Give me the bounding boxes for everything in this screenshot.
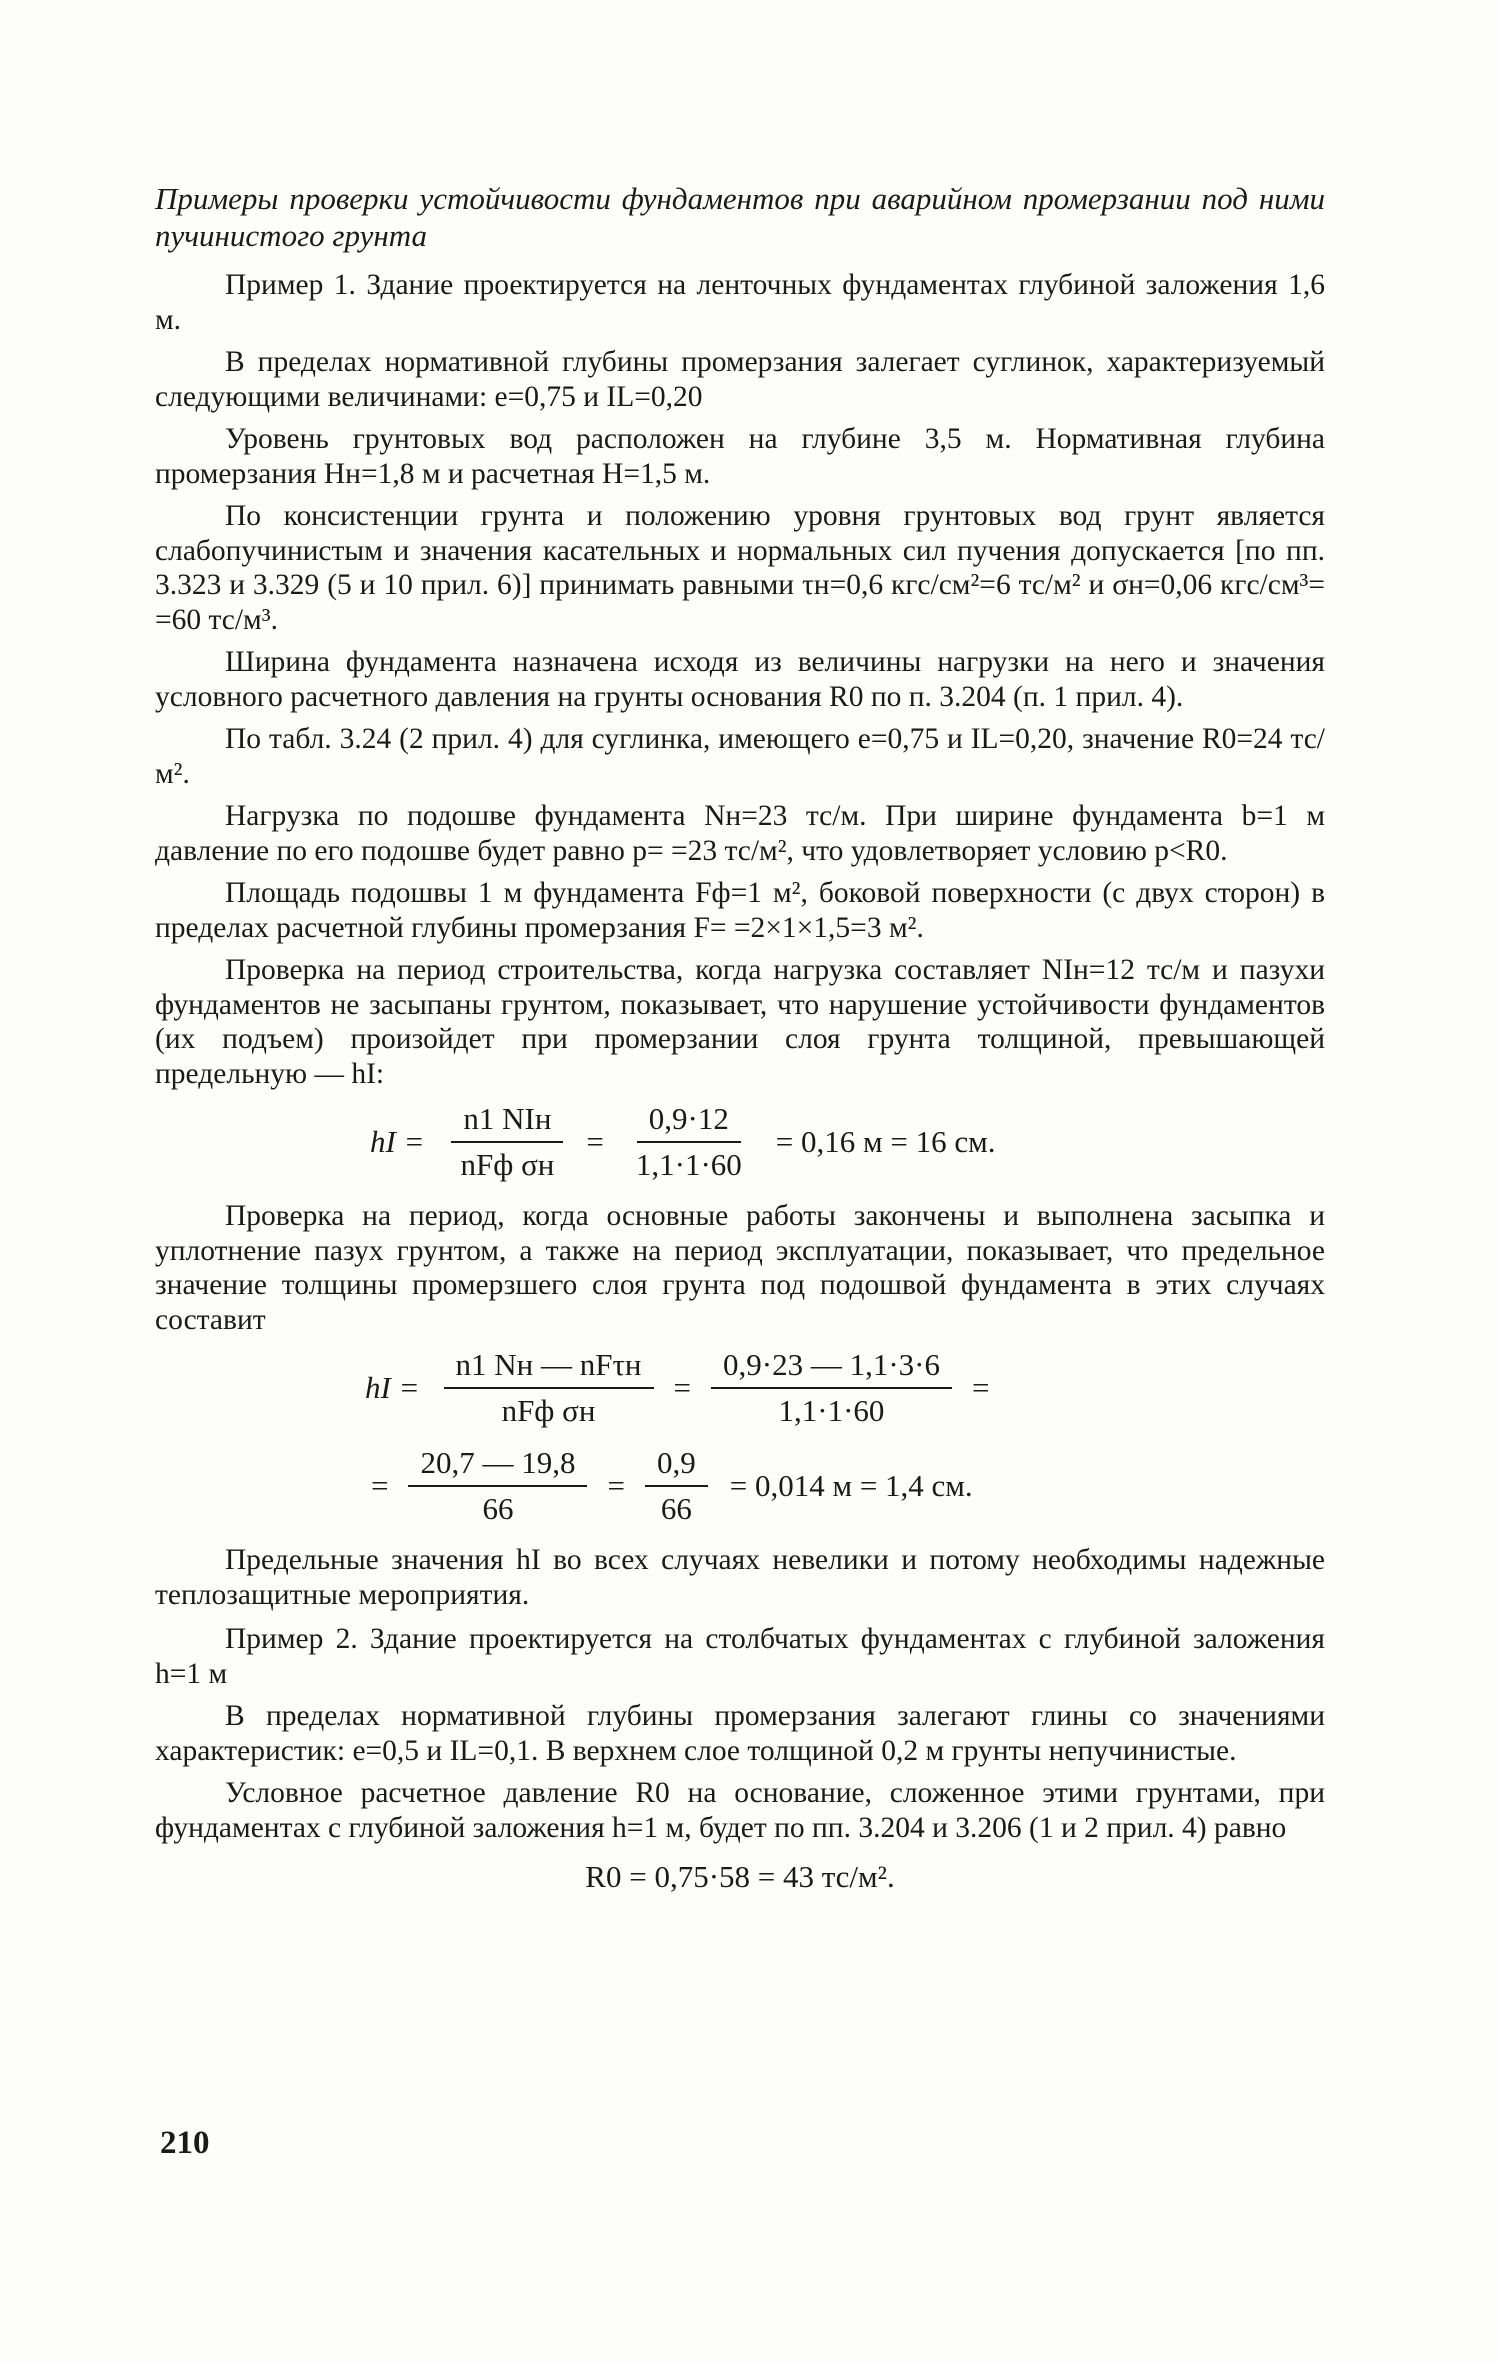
fraction-denominator: 1,1·1·60 [635, 1147, 742, 1182]
text-column [155, 180, 1325, 1911]
formula-result: = 0,014 м = 1,4 см. [729, 1468, 973, 1503]
paragraph-example1: Пример 1. Здание проектируется на ленточных фундаментах глубиной заложения 1,6 м. [155, 269, 1325, 336]
fraction-numerator: 0,9 [645, 1445, 708, 1487]
paragraph-construction-check: Проверка на период строительства, когда нагрузка составляет NIн=12 тс/м и пазухи фундаментов не засыпаны грунтом, показывает, что нарушение устойчивости фундаментов (их подъем) произойдет при промерзании слоя грунта толщиной, превышающей предельную — hI: [155, 954, 1325, 1090]
paragraph-foundation-width: Ширина фундамента назначена исходя из величины нагрузки на него и значения условного расчетного давления на грунты основания R0 по п. 3.204 (п. 1 прил. 4). [155, 646, 1325, 713]
equals-sign: = [586, 1124, 604, 1159]
paragraph-table-value: По табл. 3.24 (2 прил. 4) для суглинка, имеющего e=0,75 и IL=0,20, значение R0=24 тс/м². [155, 723, 1325, 790]
fraction-numerator: n1 Nн — nFτн [444, 1347, 654, 1389]
paragraph-load: Нагрузка по подошве фундамента Nн=23 тс/м. При ширине фундамента b=1 м давление по его подошве будет равно p= =23 тс/м², что удовлетворяет условию p<R0. [155, 800, 1325, 867]
paragraph-soil: В пределах нормативной глубины промерзания залегает суглинок, характеризуемый следующими величинами: e=0,75 и IL=0,20 [155, 346, 1325, 413]
equals-sign: = [371, 1468, 389, 1503]
fraction-denominator: nFф σн [501, 1393, 596, 1428]
formula-construction-period [155, 1101, 1325, 1183]
paragraph-groundwater: Уровень грунтовых вод расположен на глубине 3,5 м. Нормативная глубина промерзания Hн=1,8 м и расчетная H=1,5 м. [155, 423, 1325, 490]
paragraph-design-pressure: Условное расчетное давление R0 на основание, сложенное этими грунтами, при фундаментах с глубиной заложения h=1 м, будет по пп. 3.204 и 3.206 (1 и 2 прил. 4) равно [155, 1777, 1325, 1844]
formula-design-pressure: R0 = 0,75·58 = 43 тс/м². [585, 1859, 895, 1894]
section-heading: Примеры проверки устойчивости фундаментов при аварийном промерзании под ними пучинистого грунта [155, 181, 1325, 253]
fraction-simplified [645, 1445, 708, 1527]
fraction-numerator: 20,7 — 19,8 [408, 1445, 587, 1487]
paragraph-operation-check: Проверка на период, когда основные работы закончены и выполнена засыпка и уплотнение пазух грунтом, а также на период эксплуатации, показывает, что предельное значение толщины промерзшего слоя грунта под подошвой фундамента в этих случаях составит [155, 1200, 1325, 1336]
paragraph-heave-forces: По консистенции грунта и положению уровня грунтовых вод грунт является слабопучинистым и значения касательных и нормальных сил пучения допускается [по пп. 3.323 и 3.329 (5 и 10 прил. 6)] принимать равными τн=0,6 кгс/см²=6 тс/м² и σн=0,06 кгс/см³= =60 тс/м³. [155, 500, 1325, 636]
fraction-numerator: 0,9·23 — 1,1·3·6 [711, 1347, 952, 1389]
paragraph-conclusion: Предельные значения hI во всех случаях невелики и потому необходимы надежные теплозащитные мероприятия. [155, 1544, 1325, 1611]
paragraph-area: Площадь подошвы 1 м фундамента Fф=1 м², боковой поверхности (с двух сторон) в пределах расчетной глубины промерзания F= =2×1×1,5=3 м². [155, 877, 1325, 944]
formula-operation-period [155, 1347, 1325, 1429]
fraction-symbolic [444, 1347, 654, 1429]
fraction-numeric [711, 1347, 952, 1429]
paragraph-clays: В пределах нормативной глубины промерзания залегают глины со значениями характеристик: e=0,5 и IL=0,1. В верхнем слое толщиной 0,2 м грунты непучинистые. [155, 1700, 1325, 1767]
fraction-denominator: 66 [660, 1491, 692, 1526]
equals-sign: = [673, 1370, 691, 1405]
fraction-symbolic [449, 1101, 567, 1183]
fraction-denominator: 66 [482, 1491, 514, 1526]
fraction-denominator: 1,1·1·60 [778, 1393, 885, 1428]
paragraph-example2: Пример 2. Здание проектируется на столбчатых фундаментах с глубиной заложения h=1 м [155, 1623, 1325, 1690]
formula-lhs: hI = [365, 1370, 420, 1405]
equals-sign: = [607, 1468, 625, 1503]
fraction-numerator: 0,9·12 [637, 1101, 741, 1143]
fraction-numerator: n1 NIн [451, 1101, 563, 1143]
fraction-numeric [624, 1101, 754, 1183]
page-number: 210 [160, 2125, 210, 2161]
fraction-difference [408, 1445, 587, 1527]
fraction-denominator: nFф σн [460, 1147, 555, 1182]
formula-lhs: hI = [370, 1124, 425, 1159]
formula-operation-result [155, 1445, 1325, 1527]
equals-sign: = [971, 1370, 990, 1405]
formula-result: = 0,16 м = 16 см. [775, 1124, 996, 1159]
